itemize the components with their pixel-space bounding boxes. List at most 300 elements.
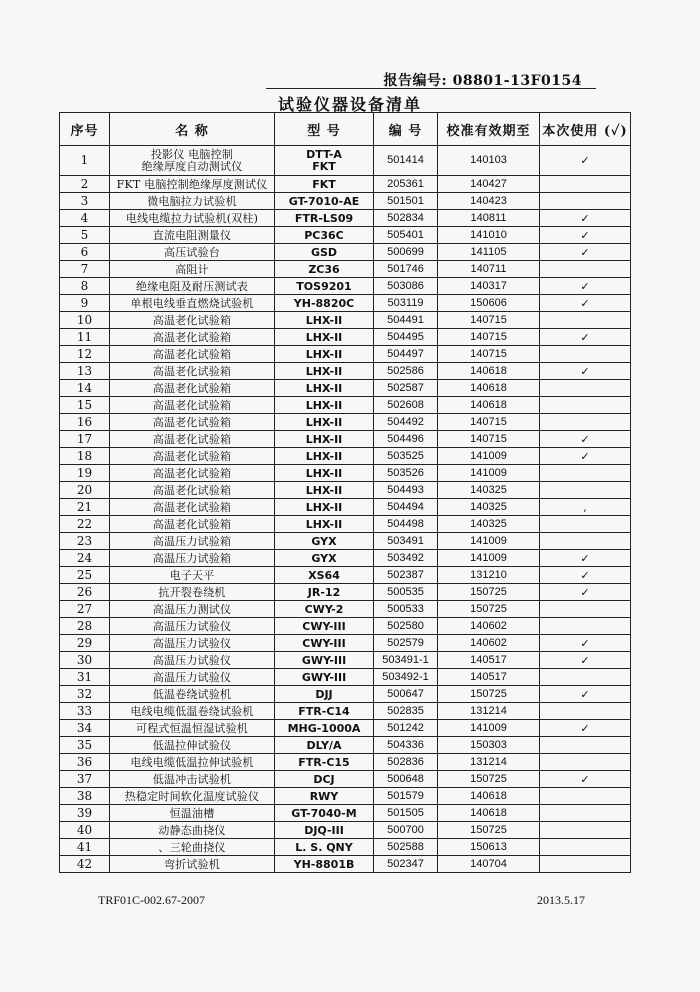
model-number: LHX-II	[275, 397, 374, 414]
serial-number: 500647	[374, 686, 438, 703]
calibration-date: 140811	[438, 210, 540, 227]
row-index: 18	[60, 448, 110, 465]
calibration-date: 140517	[438, 652, 540, 669]
serial-number: 501746	[374, 261, 438, 278]
equipment-name: 高温老化试验箱	[110, 465, 275, 482]
serial-number: 500699	[374, 244, 438, 261]
row-index: 30	[60, 652, 110, 669]
calibration-date: 150725	[438, 771, 540, 788]
column-header-name: 名 称	[110, 113, 275, 146]
table-row	[60, 584, 631, 601]
calibration-date: 141009	[438, 448, 540, 465]
calibration-date: 150303	[438, 737, 540, 754]
equipment-name: 电线电缆拉力试验机(双柱)	[110, 210, 275, 227]
calibration-date: 140618	[438, 397, 540, 414]
serial-number: 504491	[374, 312, 438, 329]
calibration-date: 140517	[438, 669, 540, 686]
used-check	[540, 754, 631, 771]
model-number: DCJ	[275, 771, 374, 788]
row-index: 21	[60, 499, 110, 516]
used-check	[540, 312, 631, 329]
serial-number: 503086	[374, 278, 438, 295]
model-number: LHX-II	[275, 363, 374, 380]
calibration-date: 140317	[438, 278, 540, 295]
table-row	[60, 601, 631, 618]
row-index: 5	[60, 227, 110, 244]
serial-number: 501242	[374, 720, 438, 737]
table-row	[60, 244, 631, 261]
model-number: LHX-II	[275, 329, 374, 346]
row-index: 4	[60, 210, 110, 227]
used-check: ✓	[540, 329, 631, 346]
row-index: 16	[60, 414, 110, 431]
equipment-name: 高温老化试验箱	[110, 363, 275, 380]
table-row	[60, 720, 631, 737]
serial-number: 503491-1	[374, 652, 438, 669]
row-index: 40	[60, 822, 110, 839]
table-row	[60, 754, 631, 771]
equipment-name: 高温老化试验箱	[110, 380, 275, 397]
table-row	[60, 431, 631, 448]
row-index: 27	[60, 601, 110, 618]
model-number: PC36C	[275, 227, 374, 244]
calibration-date: 150606	[438, 295, 540, 312]
serial-number: 502834	[374, 210, 438, 227]
model-number: MHG-1000A	[275, 720, 374, 737]
model-number: LHX-II	[275, 516, 374, 533]
row-index: 29	[60, 635, 110, 652]
calibration-date: 150725	[438, 686, 540, 703]
table-row	[60, 686, 631, 703]
table-row	[60, 635, 631, 652]
calibration-date: 141105	[438, 244, 540, 261]
model-number: LHX-II	[275, 482, 374, 499]
model-number-text: DTT-A FKT	[306, 147, 342, 173]
equipment-name: 高温老化试验箱	[110, 312, 275, 329]
row-index: 2	[60, 176, 110, 193]
equipment-name: 高温老化试验箱	[110, 431, 275, 448]
row-index: 37	[60, 771, 110, 788]
table-row	[60, 805, 631, 822]
equipment-name: 低温冲击试验机	[110, 771, 275, 788]
table-body	[60, 146, 631, 873]
equipment-name: FKT 电脑控制绝缘厚度测试仪	[110, 176, 275, 193]
table-row	[60, 363, 631, 380]
equipment-name: 电线电缆低温拉伸试验机	[110, 754, 275, 771]
equipment-name: 热稳定时间软化温度试验仪	[110, 788, 275, 805]
model-number: LHX-II	[275, 312, 374, 329]
row-index: 31	[60, 669, 110, 686]
used-check: ✓	[540, 635, 631, 652]
serial-number: 502579	[374, 635, 438, 652]
used-check: ✓	[540, 686, 631, 703]
calibration-date: 140715	[438, 346, 540, 363]
table-row	[60, 652, 631, 669]
model-number: GWY-III	[275, 652, 374, 669]
used-check	[540, 533, 631, 550]
table-row	[60, 499, 631, 516]
row-index: 9	[60, 295, 110, 312]
serial-number: 503492-1	[374, 669, 438, 686]
column-header-used: 本次使用 (✓)	[540, 113, 631, 146]
table-row	[60, 448, 631, 465]
serial-number: 503525	[374, 448, 438, 465]
used-check: ,	[540, 499, 631, 516]
used-check: ✓	[540, 652, 631, 669]
serial-number: 504495	[374, 329, 438, 346]
equipment-name: 抗开裂卷绕机	[110, 584, 275, 601]
equipment-name: 电线电缆低温卷绕试验机	[110, 703, 275, 720]
equipment-name	[110, 146, 275, 176]
equipment-name: 电子天平	[110, 567, 275, 584]
used-check: ✓	[540, 278, 631, 295]
model-number: LHX-II	[275, 414, 374, 431]
model-number: LHX-II	[275, 465, 374, 482]
used-check: ✓	[540, 550, 631, 567]
table-row	[60, 550, 631, 567]
equipment-name: 高温老化试验箱	[110, 482, 275, 499]
equipment-name: 高温压力试验仪	[110, 618, 275, 635]
model-number: DLY/A	[275, 737, 374, 754]
used-check	[540, 346, 631, 363]
table-row	[60, 414, 631, 431]
serial-number: 501501	[374, 193, 438, 210]
serial-number: 504336	[374, 737, 438, 754]
table-row	[60, 397, 631, 414]
used-check	[540, 703, 631, 720]
table-row	[60, 788, 631, 805]
serial-number: 504492	[374, 414, 438, 431]
serial-number: 502835	[374, 703, 438, 720]
header-rule	[266, 88, 596, 89]
row-index: 28	[60, 618, 110, 635]
equipment-name: 单根电线垂直燃烧试验机	[110, 295, 275, 312]
table-row	[60, 669, 631, 686]
used-check: ✓	[540, 567, 631, 584]
serial-number: 505401	[374, 227, 438, 244]
used-check	[540, 380, 631, 397]
table-header-row	[60, 113, 631, 146]
table-row	[60, 703, 631, 720]
calibration-date: 141009	[438, 550, 540, 567]
calibration-date: 140325	[438, 482, 540, 499]
model-number: LHX-II	[275, 499, 374, 516]
model-number: ZC36	[275, 261, 374, 278]
equipment-name-text: 投影仪 电脑控制 绝缘厚度自动测试仪	[141, 147, 243, 173]
equipment-name: 高温老化试验箱	[110, 499, 275, 516]
equipment-name: 、三轮曲挠仪	[110, 839, 275, 856]
table-row	[60, 210, 631, 227]
equipment-table	[59, 112, 631, 873]
equipment-name: 动静态曲挠仪	[110, 822, 275, 839]
row-index: 41	[60, 839, 110, 856]
calibration-date: 141010	[438, 227, 540, 244]
equipment-name: 高温老化试验箱	[110, 397, 275, 414]
model-number: GYX	[275, 550, 374, 567]
serial-number: 500700	[374, 822, 438, 839]
model-number: GSD	[275, 244, 374, 261]
used-check	[540, 516, 631, 533]
used-check: ✓	[540, 210, 631, 227]
table-row	[60, 822, 631, 839]
column-header-serial: 编 号	[374, 113, 438, 146]
equipment-name: 低温卷绕试验机	[110, 686, 275, 703]
calibration-date: 140715	[438, 329, 540, 346]
table-row	[60, 380, 631, 397]
row-index: 13	[60, 363, 110, 380]
model-number: GT-7010-AE	[275, 193, 374, 210]
column-header-calibration: 校准有效期至	[438, 113, 540, 146]
equipment-name: 微电脑拉力试验机	[110, 193, 275, 210]
model-number: RWY	[275, 788, 374, 805]
row-index: 17	[60, 431, 110, 448]
serial-number: 502586	[374, 363, 438, 380]
equipment-name: 高温老化试验箱	[110, 346, 275, 363]
document-title: 试验仪器设备清单	[277, 95, 422, 114]
used-check	[540, 261, 631, 278]
table-row	[60, 618, 631, 635]
calibration-date: 150725	[438, 584, 540, 601]
calibration-date: 150613	[438, 839, 540, 856]
report-number: 报告编号: 08801-13F0154	[383, 73, 582, 89]
serial-number: 501414	[374, 146, 438, 176]
model-number: JR-12	[275, 584, 374, 601]
row-index: 14	[60, 380, 110, 397]
calibration-date: 131210	[438, 567, 540, 584]
row-index: 20	[60, 482, 110, 499]
calibration-date: 140602	[438, 618, 540, 635]
row-index: 11	[60, 329, 110, 346]
equipment-name: 高温压力试验仪	[110, 669, 275, 686]
used-check: ✓	[540, 584, 631, 601]
used-check	[540, 193, 631, 210]
model-number: FTR-LS09	[275, 210, 374, 227]
used-check	[540, 856, 631, 873]
row-index: 36	[60, 754, 110, 771]
table-row	[60, 856, 631, 873]
model-number: GWY-III	[275, 669, 374, 686]
used-check: ✓	[540, 146, 631, 176]
table-row	[60, 771, 631, 788]
calibration-date: 140711	[438, 261, 540, 278]
table-row	[60, 346, 631, 363]
row-index: 8	[60, 278, 110, 295]
equipment-name: 低温拉伸试验仪	[110, 737, 275, 754]
table-row	[60, 533, 631, 550]
model-number: L. S. QNY	[275, 839, 374, 856]
model-number: YH-8801B	[275, 856, 374, 873]
row-index: 1	[60, 146, 110, 176]
row-index: 7	[60, 261, 110, 278]
row-index: 25	[60, 567, 110, 584]
used-check	[540, 839, 631, 856]
calibration-date: 140325	[438, 499, 540, 516]
calibration-date: 140103	[438, 146, 540, 176]
serial-number: 504498	[374, 516, 438, 533]
row-index: 15	[60, 397, 110, 414]
row-index: 26	[60, 584, 110, 601]
table-row	[60, 839, 631, 856]
row-index: 34	[60, 720, 110, 737]
used-check	[540, 176, 631, 193]
serial-number: 501505	[374, 805, 438, 822]
equipment-name: 高温老化试验箱	[110, 414, 275, 431]
row-index: 23	[60, 533, 110, 550]
equipment-name: 高温老化试验箱	[110, 516, 275, 533]
serial-number: 502580	[374, 618, 438, 635]
model-number: DJQ-III	[275, 822, 374, 839]
calibration-date: 141009	[438, 533, 540, 550]
equipment-name: 弯折试验机	[110, 856, 275, 873]
used-check	[540, 737, 631, 754]
table-row	[60, 278, 631, 295]
equipment-name: 高温老化试验箱	[110, 448, 275, 465]
table-row	[60, 227, 631, 244]
calibration-date: 150725	[438, 601, 540, 618]
model-number: XS64	[275, 567, 374, 584]
serial-number: 502608	[374, 397, 438, 414]
used-check: ✓	[540, 244, 631, 261]
calibration-date: 140618	[438, 380, 540, 397]
calibration-date: 141009	[438, 465, 540, 482]
row-index: 42	[60, 856, 110, 873]
equipment-name: 高温压力试验箱	[110, 550, 275, 567]
serial-number: 503119	[374, 295, 438, 312]
row-index: 12	[60, 346, 110, 363]
form-code: TRF01C-002.67-2007	[98, 893, 206, 907]
table-row	[60, 567, 631, 584]
equipment-name: 高温压力试验箱	[110, 533, 275, 550]
calibration-date: 140427	[438, 176, 540, 193]
used-check: ✓	[540, 431, 631, 448]
model-number: CWY-III	[275, 618, 374, 635]
serial-number: 502836	[374, 754, 438, 771]
used-check: ✓	[540, 295, 631, 312]
table-row	[60, 737, 631, 754]
table-row	[60, 329, 631, 346]
model-number: LHX-II	[275, 346, 374, 363]
column-header-index: 序号	[60, 113, 110, 146]
serial-number: 503491	[374, 533, 438, 550]
model-number: LHX-II	[275, 448, 374, 465]
equipment-name: 绝缘电阻及耐压测试表	[110, 278, 275, 295]
calibration-date: 140715	[438, 431, 540, 448]
serial-number: 500535	[374, 584, 438, 601]
table-row	[60, 312, 631, 329]
row-index: 3	[60, 193, 110, 210]
row-index: 35	[60, 737, 110, 754]
model-number: FTR-C14	[275, 703, 374, 720]
used-check: ✓	[540, 448, 631, 465]
serial-number: 500533	[374, 601, 438, 618]
used-check	[540, 482, 631, 499]
serial-number: 502347	[374, 856, 438, 873]
calibration-date: 140423	[438, 193, 540, 210]
serial-number: 502587	[374, 380, 438, 397]
serial-number: 502387	[374, 567, 438, 584]
model-number: CWY-III	[275, 635, 374, 652]
table-row	[60, 146, 631, 176]
used-check	[540, 822, 631, 839]
model-number: DJJ	[275, 686, 374, 703]
calibration-date: 150725	[438, 822, 540, 839]
used-check: ✓	[540, 720, 631, 737]
calibration-date: 140618	[438, 805, 540, 822]
calibration-date: 140715	[438, 414, 540, 431]
model-number: CWY-2	[275, 601, 374, 618]
table-row	[60, 482, 631, 499]
used-check	[540, 465, 631, 482]
serial-number: 504493	[374, 482, 438, 499]
serial-number: 503492	[374, 550, 438, 567]
serial-number: 504496	[374, 431, 438, 448]
used-check	[540, 414, 631, 431]
calibration-date: 131214	[438, 703, 540, 720]
calibration-date: 140618	[438, 788, 540, 805]
equipment-name: 恒温油槽	[110, 805, 275, 822]
serial-number: 205361	[374, 176, 438, 193]
calibration-date: 140602	[438, 635, 540, 652]
calibration-date: 140618	[438, 363, 540, 380]
serial-number: 500648	[374, 771, 438, 788]
calibration-date: 141009	[438, 720, 540, 737]
table-row	[60, 261, 631, 278]
table-row	[60, 465, 631, 482]
model-number: LHX-II	[275, 380, 374, 397]
used-check: ✓	[540, 363, 631, 380]
row-index: 22	[60, 516, 110, 533]
model-number: FTR-C15	[275, 754, 374, 771]
row-index: 19	[60, 465, 110, 482]
used-check	[540, 788, 631, 805]
used-check	[540, 601, 631, 618]
row-index: 24	[60, 550, 110, 567]
row-index: 32	[60, 686, 110, 703]
table-row	[60, 176, 631, 193]
used-check: ✓	[540, 771, 631, 788]
table-row	[60, 193, 631, 210]
row-index: 38	[60, 788, 110, 805]
row-index: 10	[60, 312, 110, 329]
serial-number: 504497	[374, 346, 438, 363]
equipment-name: 直流电阻测量仪	[110, 227, 275, 244]
calibration-date: 140704	[438, 856, 540, 873]
equipment-name: 高压试验台	[110, 244, 275, 261]
row-index: 33	[60, 703, 110, 720]
model-number: GT-7040-M	[275, 805, 374, 822]
serial-number: 504494	[374, 499, 438, 516]
serial-number: 502588	[374, 839, 438, 856]
equipment-name: 可程式恒温恒湿试验机	[110, 720, 275, 737]
model-number: FKT	[275, 176, 374, 193]
calibration-date: 131214	[438, 754, 540, 771]
serial-number: 503526	[374, 465, 438, 482]
calibration-date: 140325	[438, 516, 540, 533]
equipment-name: 高温压力测试仪	[110, 601, 275, 618]
footer-date: 2013.5.17	[537, 893, 585, 907]
table-row	[60, 295, 631, 312]
column-header-model: 型 号	[275, 113, 374, 146]
model-number: YH-8820C	[275, 295, 374, 312]
table-row	[60, 516, 631, 533]
model-number: TOS9201	[275, 278, 374, 295]
serial-number: 501579	[374, 788, 438, 805]
model-number: GYX	[275, 533, 374, 550]
equipment-name: 高温老化试验箱	[110, 329, 275, 346]
used-check: ✓	[540, 227, 631, 244]
used-check	[540, 805, 631, 822]
model-number	[275, 146, 374, 176]
